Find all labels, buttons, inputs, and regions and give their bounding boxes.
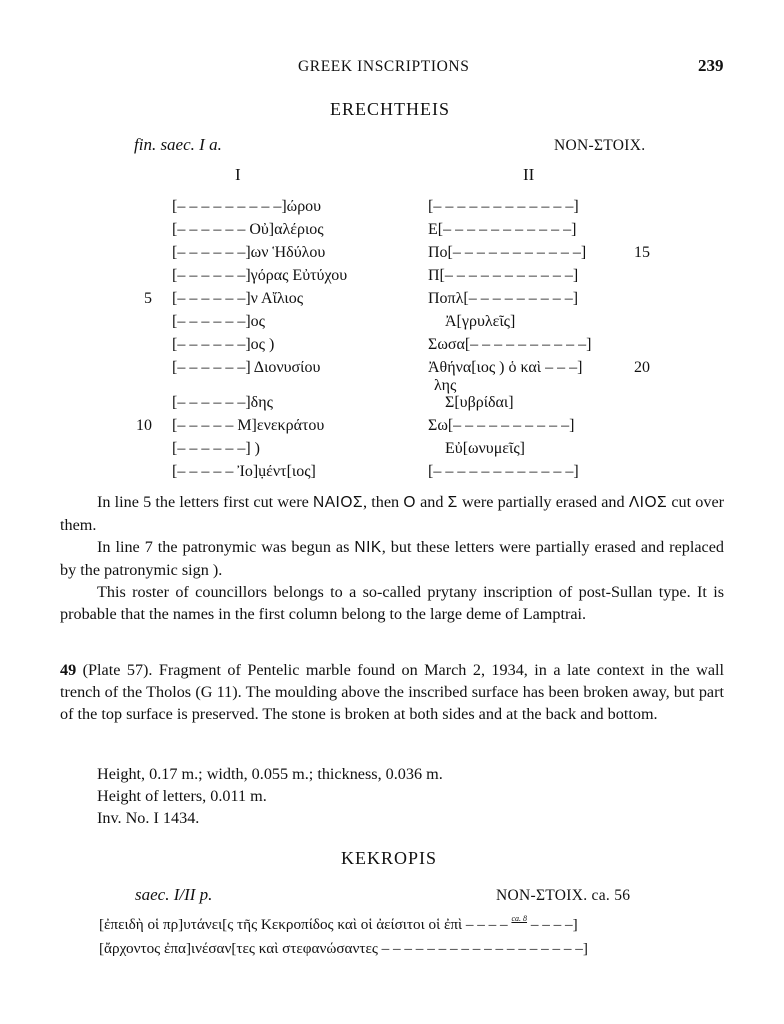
note-line5: In line 5 the letters first cut were ΝΑΙΟΣ, then Ο and Σ were partially erased and ΛΙΟΣ cut over them.: [60, 493, 725, 534]
commentary: [60, 491, 724, 625]
inscription-style: NON-ΣΤΟΙΧ.: [554, 137, 646, 154]
line-number: 20: [634, 359, 650, 376]
section-title-erechtheis: ERECHTHEIS: [330, 99, 450, 119]
col2-line: λης: [434, 377, 457, 394]
col2-line: Σωσα[– – – – – – – – – –]: [428, 336, 592, 353]
col2-line: Π[– – – – – – – – – – –]: [428, 267, 579, 284]
letters-lios: ΛΙΟΣ: [628, 494, 668, 511]
line-number: 10: [136, 417, 152, 434]
col1-line: [– – – – – –]ν Αἴλιος: [172, 290, 304, 307]
note-line7: In line 7 the patronymic was begun as ΝΙΚ, but these letters were partially erased and replaced by the patronymic sign ).: [60, 538, 724, 579]
col1-line: [– – – – – Μ]ενεκράτου: [172, 417, 325, 434]
column-heading-2: II: [523, 165, 535, 184]
col2-line: Ε[– – – – – – – – – – –]: [428, 221, 577, 238]
col1-line: [– – – – – – Οὐ]αλέριος: [172, 221, 324, 238]
col2-line: Πο[– – – – – – – – – – –]: [428, 244, 587, 261]
inscription-date-2: saec. I/II p.: [135, 885, 213, 904]
col2-line: Ἀθήνα[ιος ) ὁ καὶ – – –]: [428, 359, 583, 376]
col2-line: Εὐ[ωνυμεῖς]: [445, 440, 525, 457]
entry-inventory: Inv. No. I 1434.: [97, 809, 200, 827]
col1-line: [– – – – – –]ος: [172, 313, 265, 330]
entry-dimensions: Height, 0.17 m.; width, 0.055 m.; thickness, 0.036 m.: [97, 765, 443, 783]
col1-line: [– – – – – Ἰο]ụέντ[ιος]: [172, 463, 316, 480]
col2-line: Ἀ[γρυλεῖς]: [445, 313, 516, 330]
entry-number: 49: [60, 661, 77, 679]
inscription-style-2: NON-ΣΤΟΙΧ. ca. 56: [496, 887, 631, 904]
line-number: 5: [144, 290, 152, 307]
entry-description: (Plate 57). Fragment of Pentelic marble found on March 2, 1934, in a late context in the wall trench of the Tholos (G 11). The moulding above the inscribed surface has been broken away, but part of the top surface is preserved. The stone is broken at both sides and at the back and bottom.: [60, 661, 725, 723]
col2-line: Σ[υβρίδαι]: [445, 394, 514, 411]
column-heading-1: I: [235, 165, 241, 184]
letters-naios: ΝΑΙΟΣ: [313, 494, 363, 511]
col2-line: [– – – – – – – – – – – –]: [428, 463, 579, 480]
entry-letter-height: Height of letters, 0.011 m.: [97, 787, 267, 805]
col2-line: Σω[– – – – – – – – – –]: [428, 417, 575, 434]
letters-nik: ΝΙΚ: [354, 539, 382, 556]
line-number: 15: [634, 244, 650, 261]
lacuna-estimate: ca. 8: [511, 914, 528, 923]
col2-line: [– – – – – – – – – – – –]: [428, 198, 579, 215]
entry-49: [60, 659, 724, 725]
kekropis-line-2: [ἄρχοντος ἐπα]ινέσαν[τες καὶ στεφανώσαντες – – – – – – – – – – – – – – – – – –]: [99, 940, 588, 957]
letter-omicron: Ο: [403, 494, 416, 511]
note-roster: This roster of councillors belongs to a so-called prytany inscription of post-Sullan type. It is probable that the names in the first column belong to the large deme of Lamptrai.: [60, 583, 724, 623]
page-number: 239: [698, 56, 724, 75]
inscription-date: fin. saec. I a.: [134, 135, 222, 154]
kekropis-line-1: [ἐπειδὴ οἱ πρ]υτάνει[ς τῆς Κεκροπίδος καὶ οἱ ἀείσιτοι οἱ ἐπὶ – – – – $^{ca. 8}$ – – – –]: [99, 914, 578, 933]
col2-line: Ποπλ[– – – – – – – – –]: [428, 290, 579, 307]
running-title: GREEK INSCRIPTIONS: [298, 58, 470, 75]
col1-line: [– – – – – –] ): [172, 440, 260, 457]
col1-line: [– – – – – –]ων Ἡδύλου: [172, 244, 326, 261]
section-title-kekropis: KEKROPIS: [341, 848, 438, 868]
col1-line: [– – – – – –]δης: [172, 394, 273, 411]
col1-line: [– – – – – – – – –]ώρου: [172, 198, 322, 215]
col1-line: [– – – – – –]γόρας Εὐτύχου: [172, 267, 348, 284]
col1-line: [– – – – – –] Διονυσίου: [172, 359, 321, 376]
letter-sigma: Σ: [447, 494, 458, 511]
col1-line: [– – – – – –]ος ): [172, 336, 275, 353]
